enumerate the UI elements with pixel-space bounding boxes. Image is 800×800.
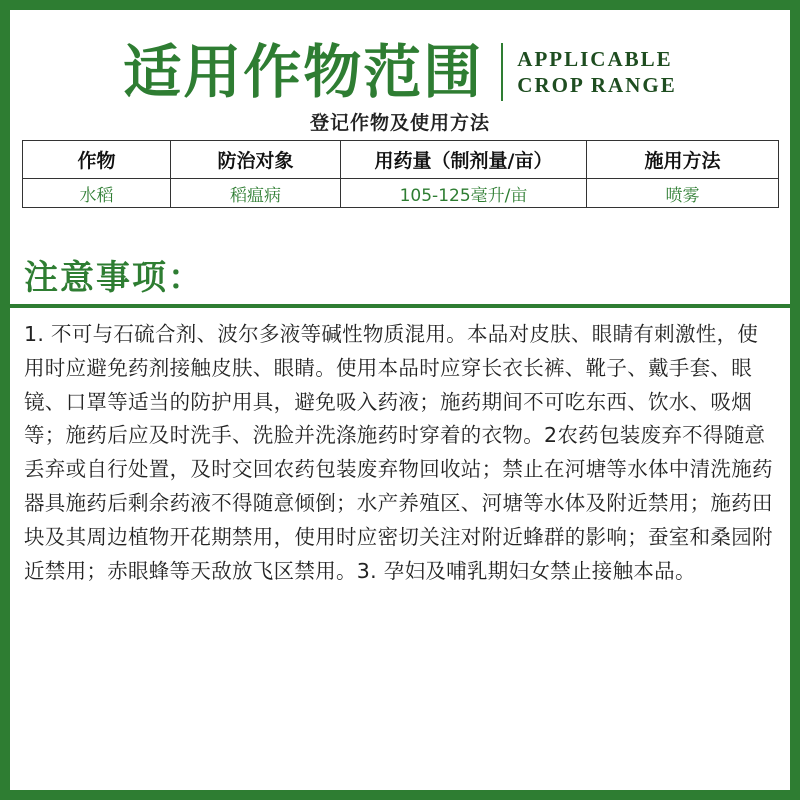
english-title-line-1: APPLICABLE [517,47,673,71]
table-header-row [23,141,779,179]
header [0,28,800,116]
table-row [23,179,779,208]
column-header-dosage: 用药量（制剂量/亩） [341,141,587,179]
page-title: 适用作物范围 [123,38,484,106]
english-title [517,46,676,98]
column-header-crop: 作物 [23,141,171,179]
table-caption: 登记作物及使用方法 [309,112,490,134]
column-header-method: 施用方法 [587,141,779,179]
notes-divider [10,304,790,308]
english-title-line-2: CROP RANGE [517,73,677,97]
cell-target: 稻瘟病 [171,179,341,208]
cell-method: 喷雾 [587,179,779,208]
notes-body: 1. 不可与石硫合剂、波尔多液等碱性物质混用。本品对皮肤、眼睛有刺激性，使用时应避免药剂接触皮肤、眼睛。使用本品时应穿长衣长裤、靴子、戴手套、眼镜、口罩等适当的防护用具，避免吸入药液；施药期间不可吃东西、饮水、吸烟等；施药后应及时洗手、洗脸并洗涤施药时穿着的衣物。2农药包装废弃不得随意丢弃或自行处置，及时交回农药包装废弃物回收站；禁止在河塘等水体中清洗施药器具施药后剩余药液不得随意倾倒；水产养殖区、河塘等水体及附近禁用；施药田块及其周边植物开花期禁用，使用时应密切关注对附近蜂群的影响；蚕室和桑园附近禁用；赤眼蜂等天敌放飞区禁用。3. 孕妇及哺乳期妇女禁止接触本品。 [24,322,773,583]
registration-table [22,140,779,208]
cell-dosage: 105-125毫升/亩 [341,179,587,208]
title-divider [501,43,503,101]
cell-crop: 水稻 [23,179,171,208]
column-header-target: 防治对象 [171,141,341,179]
notes-heading: 注意事项： [24,258,204,298]
